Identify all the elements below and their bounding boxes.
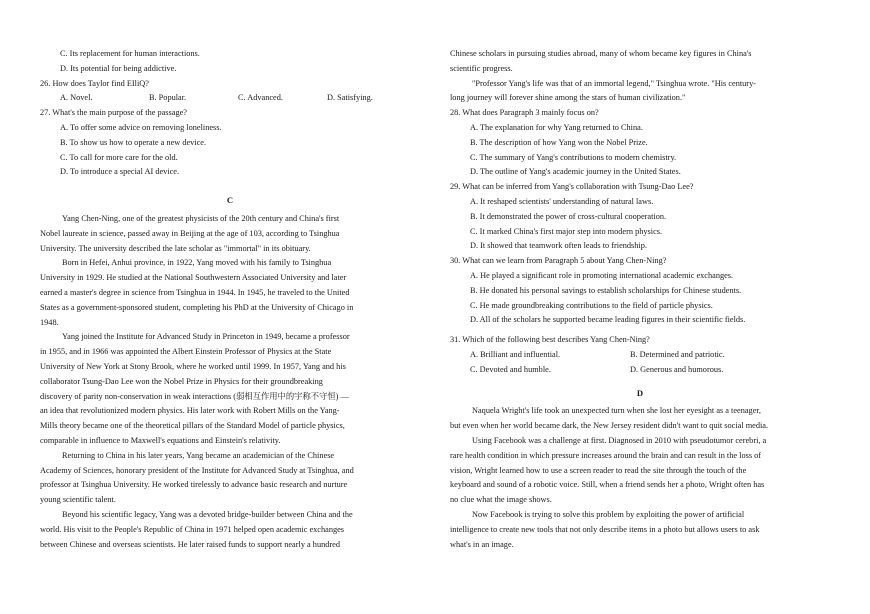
passage-line: Returning to China in his later years, Yang became an academician of the Chinese	[62, 450, 335, 460]
q27-stem: 27. What's the main purpose of the passage?	[40, 108, 187, 118]
passage-line: world. His visit to the People's Republic of China in 1971 helped open academic exchanges	[40, 524, 345, 534]
q25-option-d: D. Its potential for being addictive.	[60, 63, 177, 73]
passage-c-paragraph-5-continued	[450, 47, 830, 77]
passage-d-paragraph-2	[450, 434, 830, 508]
q27-option-d: D. To introduce a special AI device.	[60, 167, 180, 177]
q29-option-c: C. It marked China's first major step into modern physics.	[470, 226, 663, 236]
passage-line: University of New York at Stony Brook, where he worked until 1999. In 1957, Yang and his	[40, 361, 346, 371]
passage-line: intelligence to create new tools that not only describe items in a photo but allows users to ask	[450, 524, 760, 534]
section-c-heading: C	[226, 195, 234, 206]
passage-line: comparable in influence to Maxwell's equations and Einstein's relativity.	[40, 435, 281, 445]
passage-line: no clue what the image shows.	[450, 495, 552, 505]
q30-option-b: B. He donated his personal savings to establish scholarships for Chinese students.	[470, 285, 742, 295]
passage-line: Using Facebook was a challenge at first. Diagnosed in 2010 with pseudotumor cerebri, a	[472, 435, 767, 445]
q28-option-a: A. The explanation for why Yang returned to China.	[470, 122, 643, 132]
q28-option-d: D. The outline of Yang's academic journey in the United States.	[470, 167, 681, 177]
q29-stem: 29. What can be inferred from Yang's collaboration with Tsung-Dao Lee?	[450, 182, 694, 192]
passage-line: Beyond his scientific legacy, Yang was a devoted bridge-builder between China and the	[62, 509, 353, 519]
passage-line: an idea that revolutionized modern physics. His later work with Robert Mills on the Yang-	[40, 406, 340, 416]
passage-line: Naquela Wright's life took an unexpected turn when she lost her eyesight as a teenager,	[472, 406, 761, 416]
q31-option-b: B. Determined and patriotic.	[630, 349, 725, 359]
q31-option-c: C. Devoted and humble.	[470, 364, 551, 374]
passage-line: University. The university described the late scholar as "immortal" in its obituary.	[40, 243, 311, 253]
passage-line: but even when her world became dark, the New Jersey resident didn't want to quit social media.	[450, 421, 769, 431]
passage-line: Yang joined the Institute for Advanced Study in Princeton in 1949, became a professor	[62, 332, 350, 342]
passage-line: Academy of Sciences, honorary president of the Institute for Advanced Study at Tsinghua, and	[40, 465, 354, 475]
passage-c-paragraph-4	[40, 449, 420, 508]
passage-line: keyboard and sound of a robotic voice. Still, when a friend sends her a photo, Wright often has	[450, 480, 765, 490]
passage-line: earned a master's degree in science from Tsinghua in 1944. In 1945, he traveled to the United	[40, 287, 350, 297]
q30-option-c: C. He made groundbreaking contributions to the field of particle physics.	[470, 300, 713, 310]
q28-stem: 28. What does Paragraph 3 mainly focus on?	[450, 108, 599, 118]
passage-line: States as a government-sponsored student, completing his PhD at the University of Chicago in	[40, 302, 354, 312]
q27-option-c: C. To call for more care for the old.	[60, 152, 178, 162]
passage-c-paragraph-3	[40, 330, 420, 448]
passage-line: scientific progress.	[450, 63, 513, 73]
section-d-heading: D	[636, 387, 644, 398]
passage-line: long journey will forever shine among the stars of human civilization."	[450, 93, 686, 103]
passage-line: Born in Hefei, Anhui province, in 1922, Yang moved with his family to Tsinghua	[62, 258, 332, 268]
passage-c-paragraph-1	[40, 212, 420, 256]
passage-d-paragraph-3	[450, 508, 830, 552]
passage-line: rare health condition in which pressure increases around the brain and can result in the loss of	[450, 450, 762, 460]
passage-line: Mills theory became one of the theoretical pillars of the Standard Model of particle physics,	[40, 421, 345, 431]
passage-d-paragraph-1	[450, 404, 830, 434]
passage-line: in 1955, and in 1966 was appointed the Albert Einstein Professor of Physics at the State	[40, 347, 332, 357]
q26-option-c: C. Advanced.	[238, 93, 283, 103]
passage-line: Yang Chen-Ning, one of the greatest physicists of the 20th century and China's first	[62, 213, 340, 223]
q30-option-a: A. He played a significant role in promoting international academic exchanges.	[470, 270, 734, 280]
passage-line: Nobel laureate in science, passed away in Beijing at the age of 103, according to Tsinghua	[40, 228, 340, 238]
passage-line: between Chinese and overseas scientists. He later raised funds to support nearly a hundred	[40, 539, 340, 549]
left-column	[40, 47, 420, 552]
q29-option-d: D. It showed that teamwork often leads to friendship.	[470, 241, 647, 251]
q27-option-a: A. To offer some advice on removing loneliness.	[60, 122, 222, 132]
passage-line: discovery of parity non-conservation in weak interactions (弱相互作用中的宇称不守恒) —	[40, 391, 349, 401]
q31-option-d: D. Generous and humorous.	[630, 364, 724, 374]
passage-line: young scientific talent.	[40, 495, 116, 505]
q31-options-row-2	[450, 363, 830, 378]
passage-line: 1948.	[40, 317, 59, 327]
passage-line: "Professor Yang's life was that of an immortal legend," Tsinghua wrote. "His century-	[472, 78, 756, 88]
q26-options	[40, 91, 420, 106]
passage-line: vision, Wright learned how to use a screen reader to read the site through the touch of the	[450, 465, 747, 475]
q29-option-a: A. It reshaped scientists' understanding of natural laws.	[470, 196, 654, 206]
q28-option-c: C. The summary of Yang's contributions to modern chemistry.	[470, 152, 677, 162]
q31-stem: 31. Which of the following best describes Yang Chen-Ning?	[450, 335, 650, 345]
q31-option-a: A. Brilliant and influential.	[470, 349, 561, 359]
passage-c-paragraph-5	[40, 508, 420, 552]
q27-option-b: B. To show us how to operate a new device.	[60, 137, 207, 147]
q26-option-a: A. Novel.	[60, 93, 93, 103]
q26-option-d: D. Satisfying.	[327, 93, 373, 103]
q31-options-row-1	[450, 348, 830, 363]
q28-option-b: B. The description of how Yang won the Nobel Prize.	[470, 137, 648, 147]
q25-option-c: C. Its replacement for human interactions.	[60, 49, 200, 58]
passage-line: collaborator Tsung-Dao Lee won the Nobel Prize in Physics for their groundbreaking	[40, 376, 323, 386]
q26-stem: 26. How does Taylor find EIliQ?	[40, 78, 149, 88]
q30-stem: 30. What can we learn from Paragraph 5 about Yang Chen-Ning?	[450, 256, 667, 266]
passage-line: what's in an image.	[450, 539, 514, 549]
passage-line: University in 1929. He studied at the National Southwestern Associated University and later	[40, 273, 347, 283]
passage-line: Chinese scholars in pursuing studies abroad, many of whom became key figures in China's	[450, 49, 752, 58]
passage-c-paragraph-2	[40, 256, 420, 330]
q30-option-d: D. All of the scholars he supported became leading figures in their scientific fields.	[470, 315, 746, 325]
passage-line: professor at Tsinghua University. He worked tirelessly to advance basic research and nurture	[40, 480, 348, 490]
q26-option-b: B. Popular.	[149, 93, 187, 103]
passage-c-paragraph-6	[450, 77, 830, 107]
right-column	[450, 47, 830, 552]
q29-option-b: B. It demonstrated the power of cross-cultural cooperation.	[470, 211, 667, 221]
passage-line: Now Facebook is trying to solve this problem by exploiting the power of artificial	[472, 509, 745, 519]
